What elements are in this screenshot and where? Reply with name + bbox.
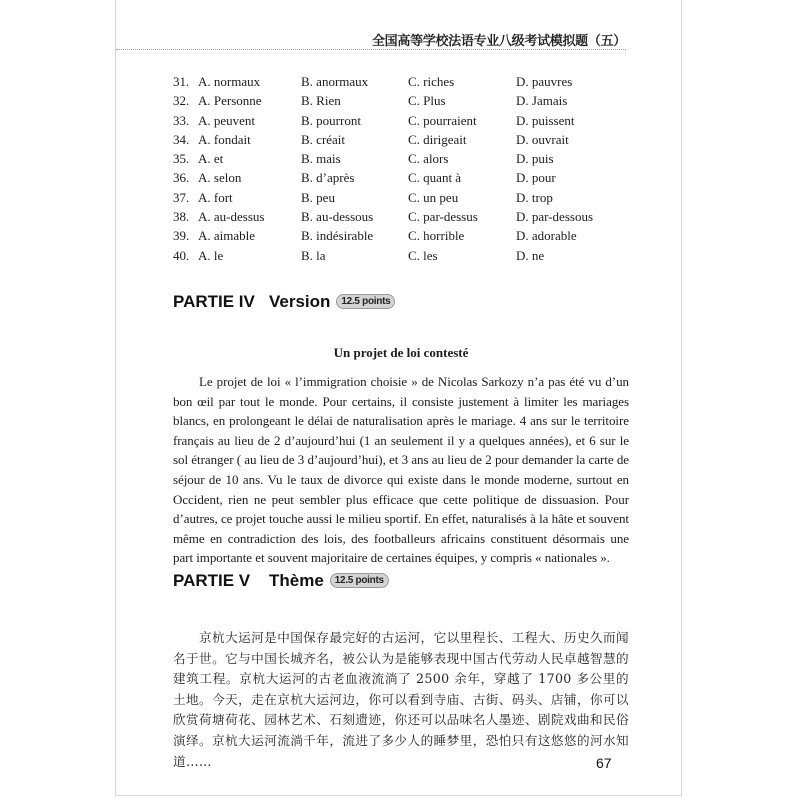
option-c: C. un peu bbox=[408, 189, 459, 205]
option-c: C. les bbox=[408, 247, 438, 263]
option-a: A. et bbox=[198, 151, 224, 167]
question-number: 40. bbox=[173, 247, 190, 263]
option-c: C. par-dessus bbox=[408, 209, 478, 225]
option-d: D. Jamais bbox=[516, 93, 568, 109]
question-number: 34. bbox=[173, 131, 190, 147]
option-b: B. peu bbox=[301, 189, 335, 205]
option-c: C. alors bbox=[408, 151, 449, 167]
option-a: A. peuvent bbox=[198, 112, 256, 128]
question-row bbox=[173, 190, 633, 209]
option-c: C. Plus bbox=[408, 93, 446, 109]
question-number: 37. bbox=[173, 189, 190, 205]
running-head bbox=[116, 30, 626, 50]
option-c: C. horrible bbox=[408, 228, 465, 244]
option-c: C. pourraient bbox=[408, 112, 477, 128]
option-d: D. adorable bbox=[516, 228, 577, 244]
question-row bbox=[173, 93, 633, 112]
option-b: B. anormaux bbox=[301, 74, 369, 89]
option-b: B. au-dessous bbox=[301, 209, 374, 225]
question-row bbox=[173, 228, 633, 247]
partie-title: Version bbox=[269, 292, 331, 311]
option-c: C. riches bbox=[408, 74, 455, 89]
question-number: 36. bbox=[173, 170, 190, 186]
option-d: D. puissent bbox=[516, 112, 575, 128]
option-a: A. fondait bbox=[198, 131, 251, 147]
option-b: B. la bbox=[301, 247, 326, 263]
option-d: D. pour bbox=[516, 170, 556, 186]
version-text-title: Un projet de loi contesté bbox=[333, 345, 469, 360]
question-number: 39. bbox=[173, 228, 190, 244]
option-b: B. mais bbox=[301, 151, 341, 167]
option-c: C. quant à bbox=[408, 170, 462, 186]
question-number: 33. bbox=[173, 112, 190, 128]
option-a: A. Personne bbox=[198, 93, 262, 109]
points-badge: 12.5 points bbox=[336, 294, 395, 309]
book-page bbox=[115, 0, 682, 796]
running-head-title: 全国高等学校法语专业八级考试模拟题（五） bbox=[371, 34, 626, 49]
question-row bbox=[173, 74, 633, 93]
option-d: D. pauvres bbox=[516, 74, 573, 89]
question-row bbox=[173, 132, 633, 151]
partie-iv-heading bbox=[173, 292, 395, 312]
option-b: B. indésirable bbox=[301, 228, 374, 244]
theme-paragraph: 京杭大运河是中国保存最完好的古运河，它以里程长、工程大、历史久而闻名于世。它与中国长城齐名，被公认为是能够表现中国古代劳动人民卓越智慧的建筑工程。京杭大运河的古老血液流淌了 2500 余年，穿越了 1700 多公里的土地。今天，走在京杭大运河边，你可以看到寺庙、古街、码头、店铺，你可以欣赏荷塘荷花、园林艺术、石刻遗迹，你还可以品味名人墨迹、剧院戏曲和民俗演绎。京杭大运河流淌千年，流进了多少人的睡梦里，恐怕只有这悠悠的河水知道…… bbox=[173, 630, 629, 769]
question-number: 32. bbox=[173, 93, 190, 109]
option-a: A. le bbox=[198, 247, 224, 263]
option-d: D. ouvrait bbox=[516, 131, 569, 147]
option-a: A. aimable bbox=[198, 228, 256, 244]
question-number: 38. bbox=[173, 209, 190, 225]
option-b: B. d’après bbox=[301, 170, 355, 186]
question-row bbox=[173, 248, 633, 267]
partie-number: PARTIE IV bbox=[173, 292, 255, 311]
question-row bbox=[173, 151, 633, 170]
option-a: A. selon bbox=[198, 170, 242, 186]
option-d: D. trop bbox=[516, 189, 553, 205]
option-a: A. au-dessus bbox=[198, 209, 265, 225]
question-list bbox=[173, 74, 633, 267]
option-b: B. pourront bbox=[301, 112, 361, 128]
option-b: B. Rien bbox=[301, 93, 341, 109]
version-paragraph: Le projet de loi « l’immigration choisie » de Nicolas Sarkozy n’a pas été vu d’un bon œil par tout le monde. Pour certains, il consiste justement à limiter les mariages blancs, en prolongeant le délai de naturalisation après le mariage. 4 ans sur le territoire français au lieu de 2 d’aujourd’hui (1 an seulement il y a quelques années), et 6 sur le sol étranger ( au lieu de 3 d’aujourd’hui), et 3 ans au lieu de 2 pour demander la carte de séjour de 10 ans. Vu le taux de divorce qui existe dans le monde moderne, surtout en Occident, rien ne peut sembler plus efficace que cette politique de dissuasion. Pour d’autres, ce projet touche aussi le milieu sportif. En effet, naturalisés à la hâte et souvent même en contradiction des lois, des footballeurs africains constituent désormais une part importante et souvent majoritaire de certaines équipes, y compris « nationales ». bbox=[173, 374, 629, 566]
option-a: A. fort bbox=[198, 189, 233, 205]
option-d: D. puis bbox=[516, 151, 554, 167]
question-row bbox=[173, 170, 633, 189]
partie-v-heading bbox=[173, 571, 389, 591]
question-row bbox=[173, 113, 633, 132]
question-number: 31. bbox=[173, 74, 190, 89]
question-row bbox=[173, 209, 633, 228]
option-d: D. par-dessous bbox=[516, 209, 594, 225]
page-number: 67 bbox=[596, 755, 612, 771]
option-b: B. créait bbox=[301, 131, 346, 147]
partie-number: PARTIE V bbox=[173, 571, 251, 590]
option-a: A. normaux bbox=[198, 74, 261, 89]
option-d: D. ne bbox=[516, 247, 545, 263]
option-c: C. dirigeait bbox=[408, 131, 467, 147]
question-number: 35. bbox=[173, 151, 190, 167]
partie-title: Thème bbox=[269, 571, 324, 590]
points-badge: 12.5 points bbox=[330, 573, 389, 588]
